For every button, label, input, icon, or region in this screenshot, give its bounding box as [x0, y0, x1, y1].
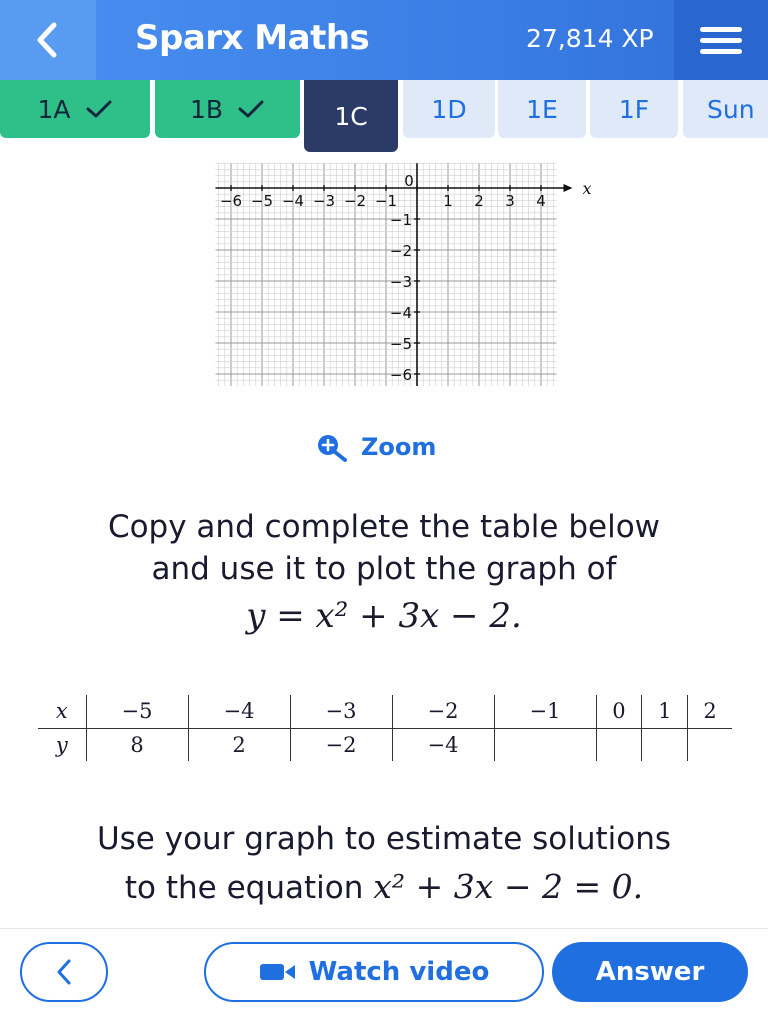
- task-tabs: [0, 80, 768, 152]
- question-2-line-2: [0, 863, 768, 912]
- tab-1a[interactable]: [0, 80, 150, 138]
- answer-button[interactable]: [552, 942, 748, 1002]
- y-tick-label: −3: [389, 273, 412, 291]
- x-axis-label: x: [582, 179, 592, 198]
- table-cell: −2: [290, 728, 392, 761]
- x-tick-label: −2: [343, 192, 367, 210]
- x-tick-label: 4: [536, 192, 546, 210]
- tab-1d[interactable]: [403, 80, 495, 138]
- x-tick-label: 1: [443, 192, 453, 210]
- question-equation: y = x² + 3x − 2.: [246, 596, 522, 636]
- tab-1c[interactable]: [304, 80, 398, 152]
- y-tick-label: −5: [389, 335, 412, 353]
- table-cell: −3: [290, 695, 392, 728]
- tab-label: 1F: [618, 94, 650, 124]
- tab-label: 1D: [431, 94, 467, 124]
- x-tick-label: −3: [312, 192, 336, 210]
- menu-button[interactable]: [674, 0, 768, 80]
- tab-label: Sun: [707, 94, 755, 124]
- app-title: Sparx Maths: [135, 18, 370, 58]
- tab-label: 1A: [37, 94, 71, 124]
- x-tick-label: −6: [219, 192, 243, 210]
- equation-lhs: y: [246, 596, 266, 636]
- x-tick-label: 2: [474, 192, 484, 210]
- zoom-label: Zoom: [361, 433, 437, 461]
- x-tick-label: −5: [250, 192, 274, 210]
- xp-counter: 27,814 XP: [526, 24, 654, 53]
- question-2-prefix: to the equation: [124, 870, 364, 906]
- question-2-text: [0, 815, 768, 912]
- x-tick-label: 3: [505, 192, 515, 210]
- x-tick-label: −1: [374, 192, 398, 210]
- answer-label: Answer: [595, 957, 705, 987]
- table-row-y: [38, 728, 732, 761]
- question-line-2: and use it to plot the graph of: [151, 551, 617, 587]
- table-cell: 2: [688, 695, 732, 728]
- y-tick-label: −4: [389, 304, 412, 322]
- table-cell: 1: [642, 695, 688, 728]
- table-cell: [642, 728, 688, 761]
- tab-1f[interactable]: [590, 80, 678, 138]
- table-cell: 0: [596, 695, 642, 728]
- watch-video-button[interactable]: [204, 942, 544, 1002]
- values-table: [38, 695, 732, 761]
- y-tick-label: −1: [389, 211, 412, 229]
- table-cell: 8: [86, 728, 188, 761]
- x-tick-label: 0: [404, 172, 414, 190]
- chevron-left-icon: [54, 958, 74, 986]
- previous-button[interactable]: [20, 942, 108, 1002]
- table-cell: [688, 728, 732, 761]
- table-header-y: y: [55, 732, 68, 757]
- tab-label: 1E: [526, 94, 558, 124]
- app-header: [0, 0, 768, 80]
- table-cell: [494, 728, 596, 761]
- coordinate-grid[interactable]: [190, 160, 600, 386]
- x-axis-arrow: [564, 184, 573, 192]
- table-cell: −5: [86, 695, 188, 728]
- video-camera-icon: [259, 961, 297, 983]
- footer-divider: [0, 928, 768, 929]
- question-2-line-1: Use your graph to estimate solutions: [96, 821, 672, 857]
- table-cell: −4: [188, 695, 290, 728]
- tab-summary[interactable]: [683, 80, 768, 138]
- question-2-equation: x² + 3x − 2 = 0.: [373, 867, 644, 906]
- x-tick-label: −4: [281, 192, 305, 210]
- y-tick-label: −6: [389, 366, 412, 384]
- zoom-button[interactable]: [315, 432, 436, 462]
- tab-1e[interactable]: [498, 80, 586, 138]
- chevron-left-icon: [30, 20, 64, 60]
- equation-rhs: x² + 3x − 2.: [315, 596, 522, 636]
- table-cell: −2: [392, 695, 494, 728]
- tab-label: 1C: [334, 101, 368, 131]
- question-line-1: Copy and complete the table below: [107, 509, 661, 545]
- table-cell: −1: [494, 695, 596, 728]
- table-cell: −4: [392, 728, 494, 761]
- watch-video-label: Watch video: [308, 957, 490, 987]
- table-cell: [596, 728, 642, 761]
- back-button[interactable]: [0, 0, 96, 80]
- tab-1b[interactable]: [155, 80, 300, 138]
- table-header-x: x: [38, 695, 86, 728]
- tab-label: 1B: [189, 94, 224, 124]
- table-cell: 2: [188, 728, 290, 761]
- y-tick-label: −2: [389, 242, 412, 260]
- zoom-in-icon: [315, 432, 349, 462]
- table-row-x: [38, 695, 732, 728]
- question-text: [0, 506, 768, 590]
- check-icon: [85, 99, 113, 119]
- check-icon: [237, 99, 265, 119]
